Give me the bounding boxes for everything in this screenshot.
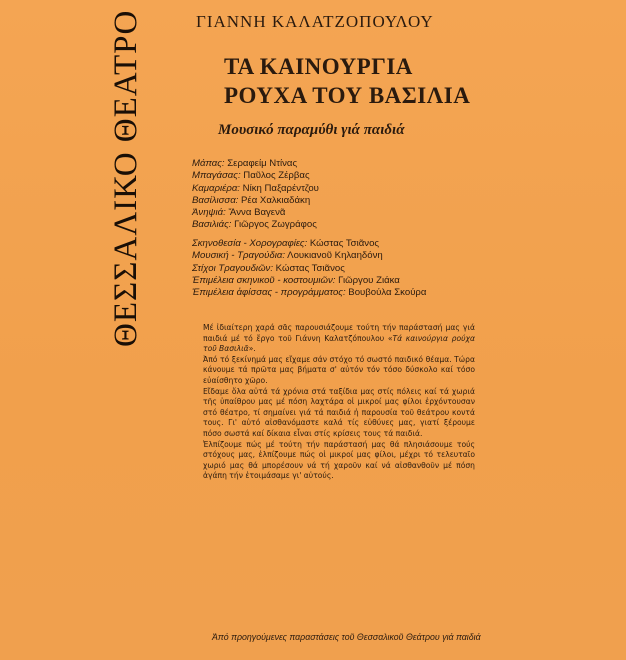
cast-role: Μπαγάσας: (192, 170, 241, 182)
crew-row (192, 263, 426, 275)
crew-person: Γιῶργου Ζιάκα (338, 274, 400, 286)
subtitle: Μουσικό παραμύθι γιά παιδιά (218, 122, 405, 138)
cast-row (192, 183, 319, 195)
title-line-1: ΤΑ ΚΑΙΝΟΥΡΓΙΑ (224, 54, 413, 79)
cast-actor: Παῦλος Ζέρβας (243, 170, 310, 182)
paragraph-text: ». (248, 344, 256, 354)
cast-role: Ἀνηψιά: (192, 207, 226, 219)
cast-actor: Ἄννα Βαγενᾶ (228, 207, 286, 219)
cast-row (192, 170, 319, 182)
paragraph: Εἴδαμε ὅλα αὐτά τά χρόνια στά ταξίδια μας στίς πόλεις καί τά χωριά τῆς ὑπαίθρου μας μέ πόση λαχτάρα οἱ μικροί μας φίλοι ἐρχόντουσαν στό θέατρο, τί σημαίνει γιά τά παιδιά ἡ παρουσία τοῦ θεάτρου κοντά τους. Γι' αὐτό αἰσθανόμαστε καλά τίς εὐθύνες μας, γιατί ξέρουμε πόσο σωστά καί δίκαια εἶναι στίς κρίσεις τους τά παιδιά. (203, 386, 475, 438)
cast-actor: Σεραφείμ Ντίνας (227, 158, 298, 169)
crew-role: Ἐπιμέλεια ἀφίσσας - προγράμματος: (192, 287, 346, 299)
paragraph: Ἐλπίζουμε πώς μέ τούτη τήν παράστασή μας θά πλησιάσουμε τούς στόχους μας, ἐλπίζουμε πώς οἱ μικροί μας φίλοι, μέχρι τό τελευταῖο χωριό μας θά μπορέσουν νά τή χαροῦν καί νά αἰσθανθοῦν μέ πόση ἀγάπη τήν ἑτοιμάσαμε γι' αὐτούς. (203, 439, 475, 481)
crew-row (192, 287, 426, 299)
paragraph-text: Μέ ἰδιαίτερη χαρά σᾶς παρουσιάζουμε τούτη τήν παράστασή μας γιά παιδιά μέ τό ἔργο τοῦ Γιάννη Καλατζόπουλου « (203, 323, 475, 343)
crew-role: Ἐπιμέλεια σκηνικοῦ - κοστουμιῶν: (192, 274, 336, 286)
crew-row (192, 238, 426, 250)
play-title-inline: Τά καινούργια ρούχα τοῦ Βασιλιᾶ (203, 333, 475, 354)
cast-role: Καμαριέρα: (192, 182, 240, 194)
play-title (224, 52, 470, 110)
cast-row (192, 195, 319, 207)
crew-role: Μουσική - Τραγούδια: (192, 250, 286, 262)
crew-role: Σκηνοθεσία - Χορογραφίες: (192, 238, 308, 249)
cast-row (192, 219, 319, 231)
crew-row (192, 250, 426, 262)
crew-list (192, 238, 426, 299)
crew-role: Στίχοι Τραγουδιῶν: (192, 262, 273, 274)
cast-role: Βασίλισσα: (192, 194, 239, 206)
crew-person: Λουκιανοῦ Κηλαηδόνη (287, 250, 383, 262)
cast-list (192, 158, 319, 232)
paragraph: Ἀπό τό ξεκίνημά μας εἴχαμε σάν στόχο τό σωστό παιδικό θέαμα. Τώρα κάνουμε τά πρῶτα μας βήματα σ' αὐτόν τόν τόσο δύσκολο καί τόσο εὐαίσθητο χῶρο. (203, 354, 475, 385)
author-name: ΓΙΑΝΝΗ ΚΑΛΑΤΖΟΠΟΥΛΟΥ (196, 12, 434, 31)
title-line-2: ΡΟΥΧΑ ΤΟΥ ΒΑΣΙΛΙΑ (224, 83, 471, 108)
cast-role: Μάπας: (192, 158, 225, 169)
cast-actor: Ρέα Χαλκιαδάκη (241, 194, 311, 206)
crew-person: Κώστας Τσιᾶνος (275, 262, 345, 274)
paragraph (203, 323, 475, 355)
cast-role: Βασιλιάς: (192, 219, 232, 231)
cast-actor: Γιῶργος Ζωγράφος (234, 219, 317, 231)
crew-person: Κώστας Τσιᾶνος (309, 238, 380, 249)
crew-person: Βουβούλα Σκούρα (348, 287, 427, 299)
intro-text (203, 323, 475, 482)
photo-caption: Ἀπό προηγούμενες παραστάσεις τοῦ Θεσσαλικοῦ Θεάτρου γιά παιδιά (212, 632, 481, 642)
side-title: ΘΕΣΣΑΛΙΚΟ ΘΕΑΤΡΟ (108, 10, 144, 348)
cast-actor: Νίκη Παξαρέντζου (242, 182, 319, 194)
cast-row (192, 158, 319, 170)
cast-row (192, 207, 319, 219)
crew-row (192, 275, 426, 287)
